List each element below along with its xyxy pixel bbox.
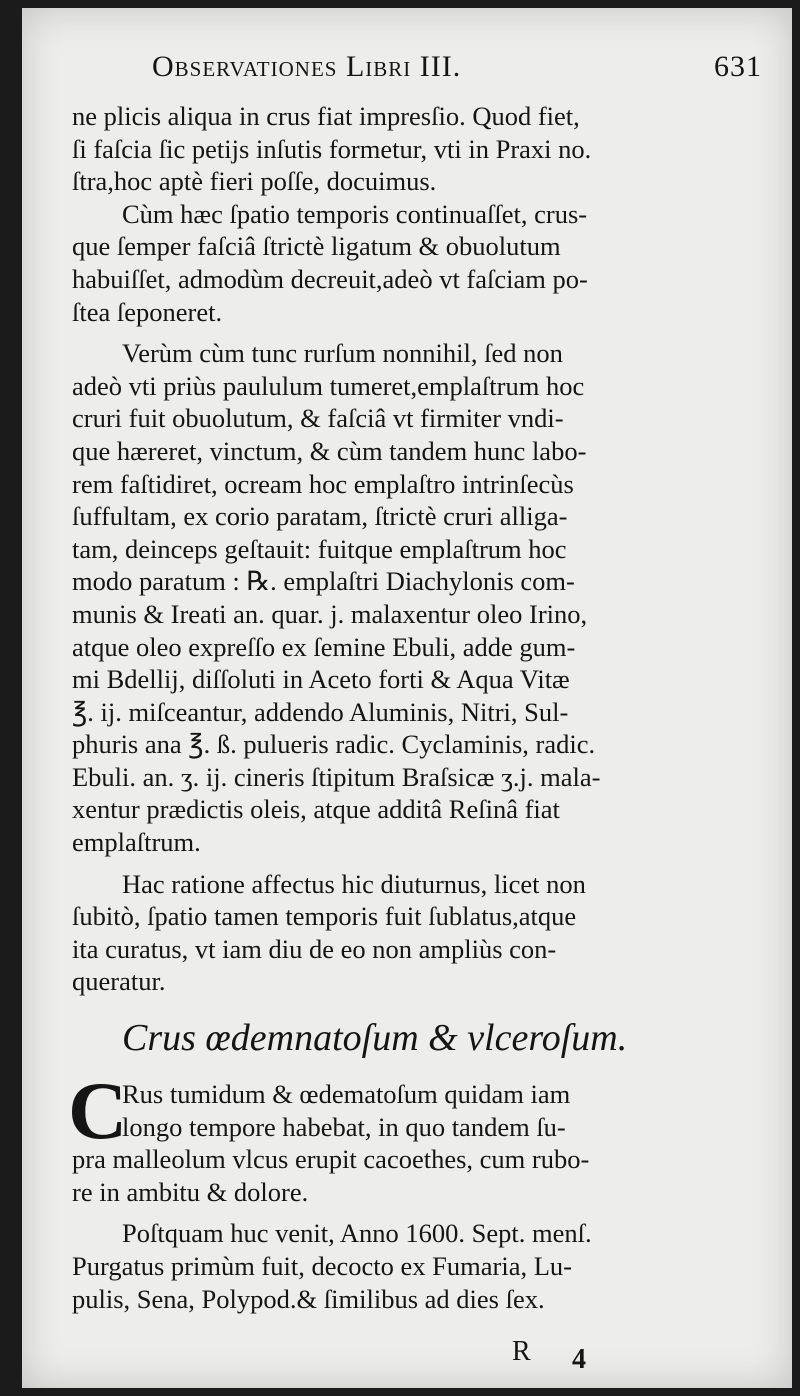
- signature-number: 4: [572, 1344, 586, 1375]
- text-line: xentur prædictis oleis, atque additâ Reſinâ fiat: [72, 794, 560, 825]
- paragraph-3: [72, 337, 732, 859]
- paragraph-2: [72, 198, 732, 328]
- drop-cap: C: [68, 1065, 128, 1157]
- page-footer: [512, 1336, 632, 1376]
- text-line: ſtra,hoc aptè fieri poſſe, docuimus.: [72, 166, 437, 197]
- text-line: ſtea ſeponeret.: [72, 296, 223, 327]
- text-line: phuris ana ℥. ß. pulueris radic. Cyclaminis, radic.: [72, 729, 596, 760]
- text-line: Purgatus primùm fuit, decocto ex Fumaria, Lu-: [72, 1251, 572, 1281]
- text-line: adeò vti priùs paululum tumeret,emplaſtrum hoc: [72, 370, 585, 401]
- text-line: mi Bdellij, diſſoluti in Aceto forti & Aqua Vitæ: [72, 664, 570, 695]
- section-heading: Crus œdemnatoſum & vlceroſum.: [122, 1016, 628, 1059]
- text-line: ℥. ij. miſceantur, addendo Aluminis, Nitri, Sul-: [72, 696, 569, 727]
- text-line: ita curatus, vt iam diu de eo non ampliùs con-: [72, 933, 557, 964]
- text-line: longo tempore habebat, in quo tandem ſu-: [122, 1111, 566, 1142]
- text-line: Rus tumidum & œdematoſum quidam iam: [122, 1079, 571, 1110]
- signature-mark: R: [512, 1336, 531, 1367]
- text-line: pra malleolum vlcus erupit cacoethes, cum rubo-: [72, 1144, 590, 1175]
- paragraph-gap: [72, 328, 732, 337]
- paragraph-gap: [72, 1208, 732, 1217]
- paragraph-gap: [72, 859, 732, 868]
- text-line: pulis, Sena, Polypod.& ſimilibus ad dies ſex.: [72, 1283, 545, 1314]
- text-line: Ebuli. an. ʒ. ij. cineris ſtipitum Braſsicæ ʒ.j. mala-: [72, 761, 601, 792]
- text-line: Hac ratione affectus hic diuturnus, licet non: [122, 868, 586, 899]
- paragraph-4: [72, 868, 732, 998]
- book-page: [22, 8, 792, 1388]
- text-line: tam, deinceps geſtauit: fuitque emplaſtrum hoc: [72, 533, 567, 564]
- text-line: emplaſtrum.: [72, 827, 201, 858]
- text-line: que hæreret, vinctum, & cùm tandem hunc labo-: [72, 435, 587, 466]
- text-line: que ſemper faſciâ ſtrictè ligatum & obuolutum: [72, 231, 561, 262]
- running-title: Observationes Libri III.: [152, 50, 462, 83]
- text-line: Verùm cùm tunc rurſum nonnihil, ſed non: [122, 338, 563, 369]
- text-line: Poſtquam huc venit, Anno 1600. Sept. menſ.: [122, 1218, 592, 1249]
- text-line: atque oleo expreſſo ex ſemine Ebuli, adde gum-: [72, 631, 576, 662]
- section-heading-wrap: [72, 998, 732, 1078]
- text-line: cruri fuit obuolutum, & faſciâ vt firmiter vndi-: [72, 403, 564, 434]
- text-line: ſubitò, ſpatio tamen temporis fuit ſublatus,atque: [72, 901, 577, 932]
- page-body: [68, 100, 732, 1315]
- text-line: rem faſtidiret, ocream hoc emplaſtro intrinſecùs: [72, 468, 574, 499]
- running-head: [152, 50, 762, 90]
- text-line: ſi faſcia ſic petijs inſutis formetur, vti in Praxi no.: [72, 133, 592, 164]
- text-line: ne plicis aliqua in crus fiat impresſio. Quod fiet,: [72, 101, 580, 131]
- page-number: 631: [714, 50, 762, 83]
- text-line: Cùm hæc ſpatio temporis continuaſſet, crus-: [122, 198, 588, 229]
- text-line: habuiſſet, admodùm decreuit,adeò vt faſciam po-: [72, 263, 588, 294]
- text-line: re in ambitu & dolore.: [72, 1176, 309, 1207]
- text-line: munis & Ireati an. quar. j. malaxentur oleo Irino,: [72, 598, 588, 629]
- paragraph-5: [68, 1065, 732, 1208]
- text-line: queratur.: [72, 966, 166, 997]
- text-line: ſuffultam, ex corio paratam, ſtrictè cruri alliga-: [72, 501, 568, 532]
- paragraph-6: [72, 1217, 732, 1315]
- text-line: modo paratum : ℞. emplaſtri Diachylonis com-: [72, 566, 575, 597]
- paragraph-1: [72, 100, 732, 198]
